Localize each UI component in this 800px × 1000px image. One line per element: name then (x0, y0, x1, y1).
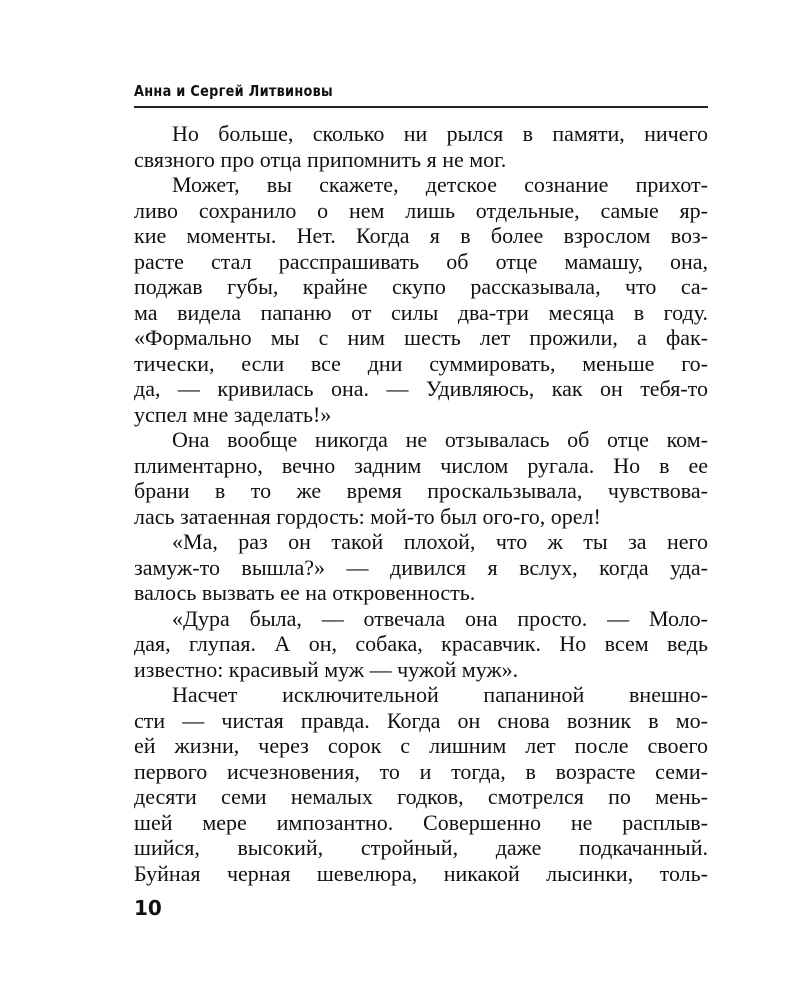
text-line: связного про отца припомнить я не мог. (134, 146, 507, 172)
text-line: первого исчезновения, то и тогда, в возрасте семи- (134, 758, 708, 784)
text-line: брани в то же время проскальзывала, чувствова- (134, 478, 708, 503)
text-line: тически, если все дни суммировать, меньше го- (134, 350, 708, 376)
text-line: расте стал расспрашивать об отце мамашу, она, (134, 248, 708, 274)
text-line: шей мере импозантно. Совершенно не расплыв- (134, 809, 708, 835)
text-line: замуж-то вышла?» — дивился я вслух, когда уда- (134, 554, 708, 580)
text-line: Она вообще никогда не отзывалась об отце ком- (172, 427, 708, 452)
text-line: дая, глупая. А он, собака, красавчик. Но всем ведь (134, 631, 708, 656)
text-line: ей жизни, через сорок с лишним лет после своего (134, 733, 708, 758)
text-line: да, — кривилась она. — Удивляюсь, как он тебя-то (134, 376, 708, 401)
text-line: поджав губы, крайне скупо рассказывала, что са- (134, 274, 708, 299)
text-line: ма видела папаню от силы два-три месяца в году. (134, 299, 708, 325)
text-line: Буйная черная шевелюра, никакой лысинки, толь- (134, 860, 708, 886)
text-line: лась затаенная гордость: мой-то был ого-го, орел! (134, 503, 601, 529)
text-line: кие моменты. Нет. Когда я в более взрослом воз- (134, 223, 708, 248)
page-body (134, 121, 708, 886)
text-line: Может, вы скажете, детское сознание прихот- (172, 172, 708, 197)
text-line: Но больше, сколько ни рылся в памяти, ничего (172, 121, 708, 146)
running-header: Анна и Сергей Литвиновы (134, 82, 333, 100)
text-line: успел мне заделать!» (134, 401, 332, 427)
text-line: шийся, высокий, стройный, даже подкачанный. (134, 835, 708, 860)
text-line: десяти семи немалых годков, смотрелся по мень- (134, 784, 708, 809)
text-line: ливо сохранило о нем лишь отдельные, самые яр- (134, 197, 708, 223)
header-rule (134, 106, 708, 108)
text-line: валось вызвать ее на откровенность. (134, 580, 476, 605)
text-line: плиментарно, вечно задним числом ругала. Но в ее (134, 452, 708, 478)
page-number: 10 (134, 896, 162, 920)
text-line: сти — чистая правда. Когда он снова возник в мо- (134, 707, 708, 733)
text-line: «Дура была, — отвечала она просто. — Моло- (172, 605, 708, 631)
text-line: «Формально мы с ним шесть лет прожили, а фак- (134, 325, 708, 350)
text-line: «Ма, раз он такой плохой, что ж ты за него (172, 529, 708, 554)
text-line: известно: красивый муж — чужой муж». (134, 656, 519, 682)
text-line: Насчет исключительной папаниной внешно- (172, 682, 708, 707)
